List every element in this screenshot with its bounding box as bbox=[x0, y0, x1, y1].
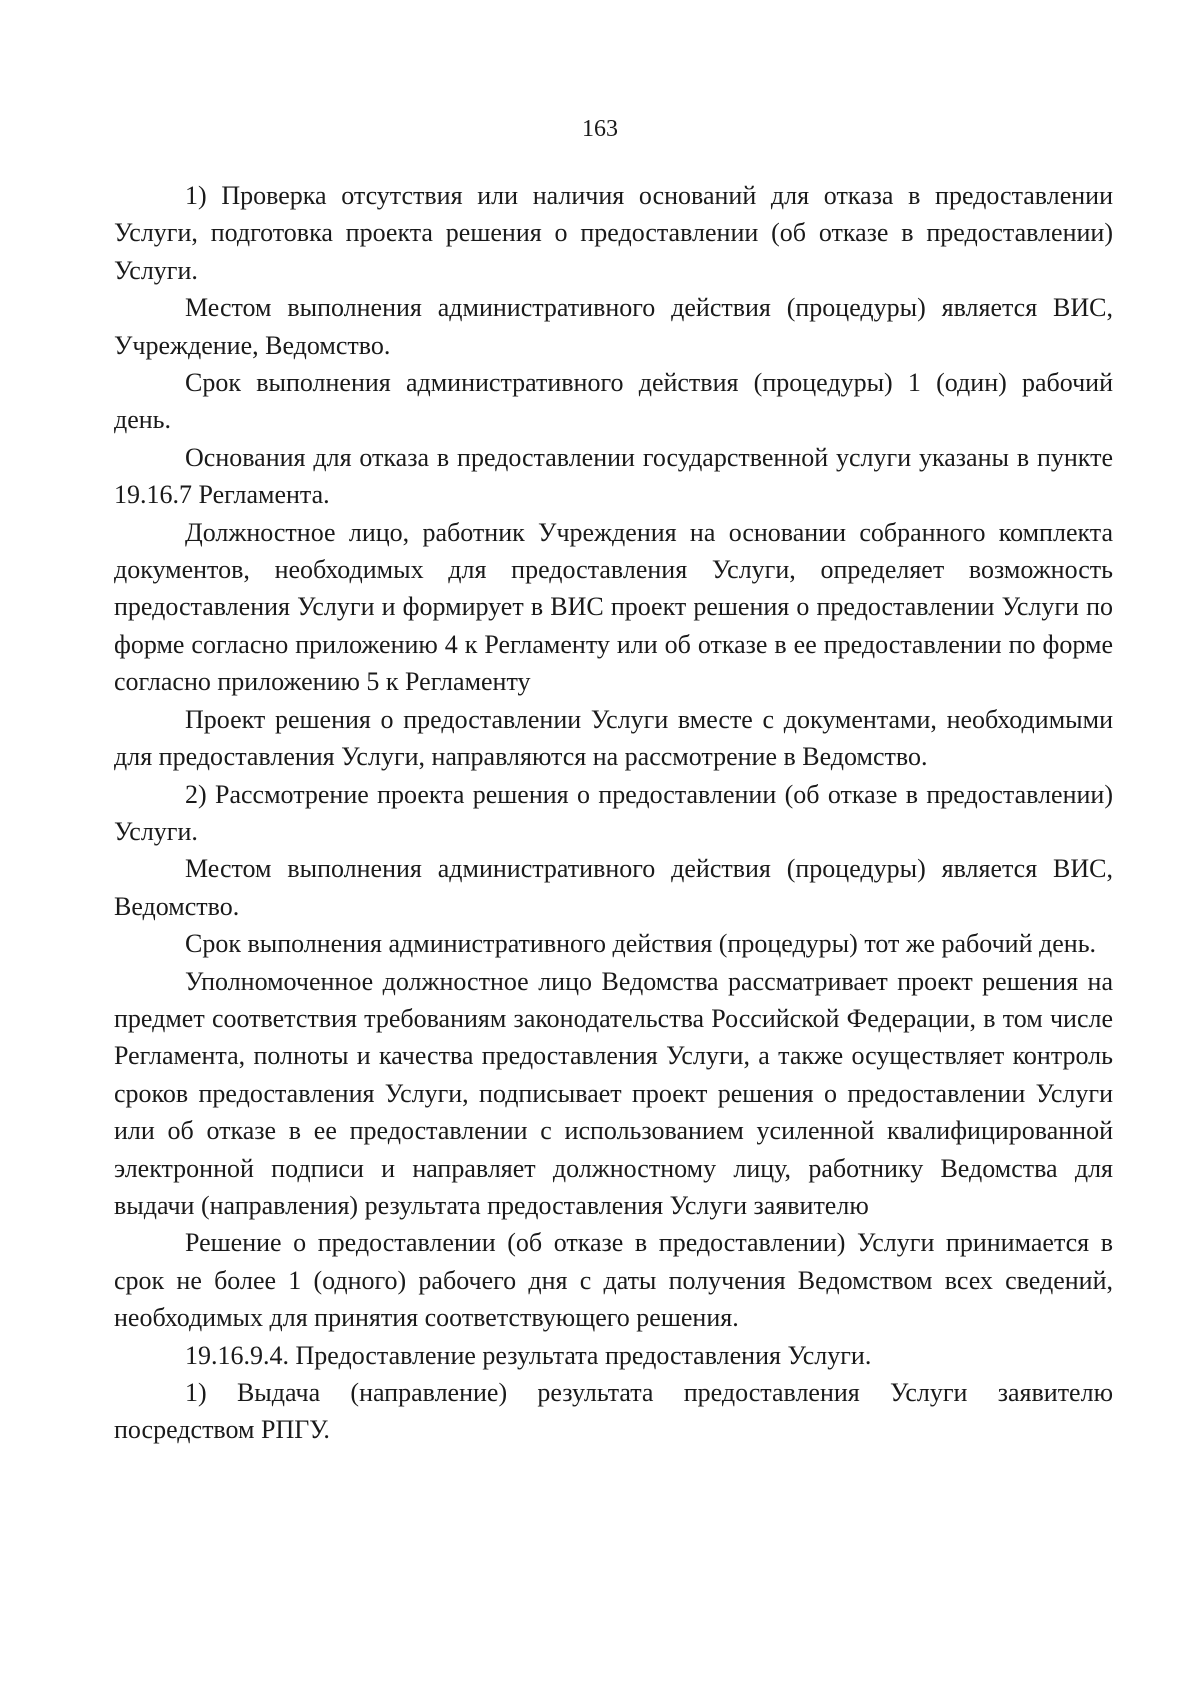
paragraph: 1) Выдача (направление) результата предоставления Услуги заявителю посредством РПГУ. bbox=[114, 1378, 1113, 1445]
paragraph: Местом выполнения административного действия (процедуры) является ВИС, Ведомство. bbox=[114, 854, 1113, 921]
paragraph: Срок выполнения административного действия (процедуры) тот же рабочий день. bbox=[185, 929, 1097, 959]
paragraph: Решение о предоставлении (об отказе в предоставлении) Услуги принимается в срок не более 1 (одного) рабочего дня с даты получения Ведомством всех сведений, необходимых для принятия соответствующего решения. bbox=[114, 1228, 1113, 1333]
document-body bbox=[114, 177, 1113, 1449]
paragraph: Должностное лицо, работник Учреждения на основании собранного комплекта документов, необходимых для предоставления Услуги, определяет возможность предоставления Услуги и формирует в ВИС проект решения о предоставлении Услуги по форме согласно приложению 4 к Регламенту или об отказе в ее предоставлении по форме согласно приложению 5 к Регламенту bbox=[114, 517, 1113, 697]
paragraph: Проект решения о предоставлении Услуги вместе с документами, необходимыми для предоставления Услуги, направляются на рассмотрение в Ведомство. bbox=[114, 704, 1113, 772]
paragraph: Срок выполнения административного действия (процедуры) 1 (один) рабочий день. bbox=[114, 368, 1113, 435]
paragraph: 2) Рассмотрение проекта решения о предоставлении (об отказе в предоставлении) Услуги. bbox=[114, 779, 1113, 846]
section-heading: 19.16.9.4. Предоставление результата предоставления Услуги. bbox=[185, 1340, 872, 1370]
paragraph: Основания для отказа в предоставлении государственной услуги указаны в пункте 19.16.7 Регламента. bbox=[114, 442, 1113, 510]
paragraph: Местом выполнения административного действия (процедуры) является ВИС, Учреждение, Ведомство. bbox=[114, 293, 1113, 360]
paragraph: 1) Проверка отсутствия или наличия оснований для отказа в предоставлении Услуги, подготовка проекта решения о предоставлении (об отказе в предоставлении) Услуги. bbox=[114, 181, 1113, 285]
paragraph: Уполномоченное должностное лицо Ведомства рассматривает проект решения на предмет соответствия требованиям законодательства Российской Федерации, в том числе Регламента, полноты и качества предоставления Услуги, а также осуществляет контроль сроков предоставления Услуги, подписывает проект решения о предоставлении Услуги или об отказе в ее предоставлении с использованием усиленной квалифицированной электронной подписи и направляет должностному лицу, работнику Ведомства для выдачи (направления) результата предоставления Услуги заявителю bbox=[114, 966, 1113, 1220]
page-number: 163 bbox=[582, 116, 618, 142]
